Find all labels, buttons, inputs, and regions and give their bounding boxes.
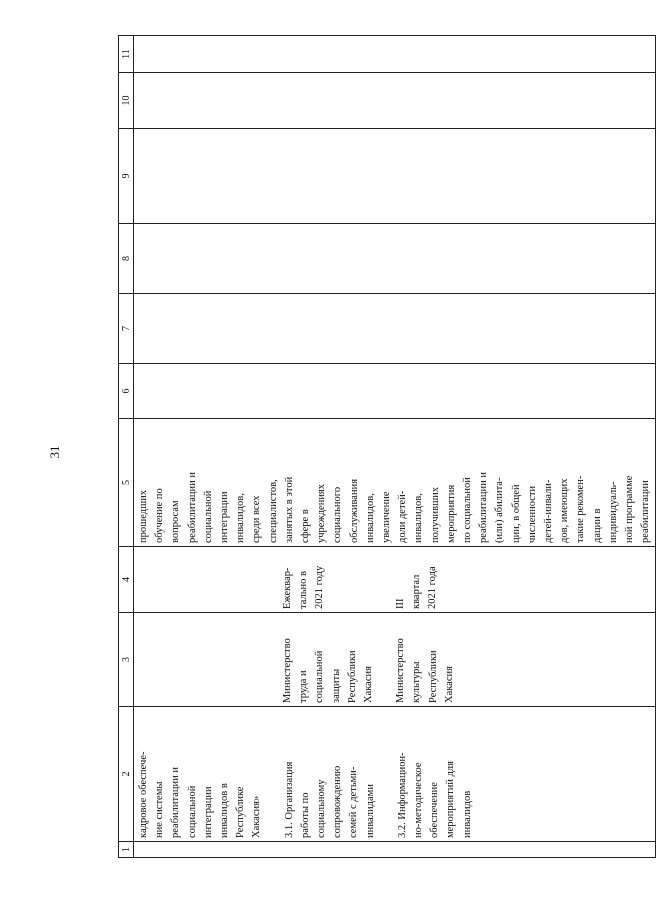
cell-line: обслуживания xyxy=(348,478,360,543)
cell-line: инвалидов в xyxy=(219,783,231,838)
column-number-11: 11 xyxy=(119,36,134,73)
cell-line: инвалидов, xyxy=(235,493,247,543)
cell-line: Республики xyxy=(346,650,358,703)
cell-line: реабилитации и xyxy=(186,472,198,543)
cell-line: интеграции xyxy=(219,491,231,543)
cell-line: такие рекомен- xyxy=(575,475,587,543)
cell-line: получивших xyxy=(429,486,441,543)
cell-line: защиты xyxy=(330,668,342,703)
cell-col9 xyxy=(134,129,656,224)
cell-line: 2021 году xyxy=(314,565,326,609)
cell-line: учреждениях xyxy=(316,483,328,543)
cell-line: инвалидов, xyxy=(413,493,425,543)
cell-line: ной программе xyxy=(624,475,636,543)
page-number: 31 xyxy=(47,445,62,459)
cell-line: социальной xyxy=(186,785,198,838)
cell-line: Министерство xyxy=(282,638,293,703)
cell-line: инвалидами xyxy=(364,784,376,838)
cell-line: работы по xyxy=(299,792,311,838)
cell-line: прошедших xyxy=(138,489,149,543)
column-number-3: 3 xyxy=(119,613,134,707)
cell-line: увеличение xyxy=(381,491,393,543)
column-number-9: 9 xyxy=(119,129,134,224)
cell-col3 xyxy=(134,613,656,707)
column-number-8: 8 xyxy=(119,224,134,294)
cell-line: но-методическое xyxy=(413,762,425,838)
cell-line: квартал xyxy=(410,574,422,609)
column-number-row xyxy=(119,36,134,858)
cell-line: реабилитации и xyxy=(478,472,490,543)
cell-col6 xyxy=(134,364,656,419)
cell-line: 2021 года xyxy=(427,566,439,609)
rotated-table xyxy=(118,36,652,858)
cell-line: специалистов, xyxy=(267,479,279,543)
cell-line: III xyxy=(394,598,406,609)
cell-line: занятых в этой xyxy=(283,476,295,543)
cell-line: Хакасия xyxy=(443,666,455,703)
table-row xyxy=(134,36,656,858)
cell-line: инвалидов, xyxy=(364,493,376,543)
cell-line: Министерство xyxy=(395,638,407,703)
cell-line: дов, имеющих xyxy=(559,478,571,543)
cell-col10 xyxy=(134,73,656,129)
column-number-10: 10 xyxy=(119,73,134,129)
cell-line: среди всех xyxy=(251,495,263,543)
cell-line: доли детей- xyxy=(397,490,409,543)
cell-line: культуры xyxy=(411,661,423,703)
cell-line: реабилитации xyxy=(640,480,652,543)
cell-line: вопросам xyxy=(170,500,182,543)
cell-line: ние системы xyxy=(154,781,166,838)
cell-line: сопровождению xyxy=(332,765,344,838)
cell-line: интеграции xyxy=(202,786,214,838)
cell-line: Республике xyxy=(235,786,247,838)
cell-line: (или) абилита- xyxy=(494,477,506,543)
cell-col7 xyxy=(134,294,656,364)
cell-line: ции, в общей xyxy=(510,484,522,543)
cell-line: социальному xyxy=(316,779,328,838)
cell-line: сфере в xyxy=(300,509,312,543)
cell-line: обучение по xyxy=(154,488,166,543)
cell-col8 xyxy=(134,224,656,294)
column-number-1: 1 xyxy=(119,842,134,858)
cell-col4 xyxy=(134,547,656,613)
cell-line: мероприятий для xyxy=(445,761,457,838)
cell-col11 xyxy=(134,36,656,73)
cell-line: 3.1. Организация xyxy=(283,761,295,838)
cell-line: Хакасия» xyxy=(251,795,263,838)
cell-line: инвалидов xyxy=(461,790,473,838)
cell-line: по социальной xyxy=(462,477,474,543)
cell-line: мероприятия xyxy=(445,484,457,543)
cell-line: 3.2. Информацион- xyxy=(396,752,408,838)
cell-line: реабилитации и xyxy=(170,767,182,838)
cell-col5 xyxy=(134,419,656,547)
cell-line: социальной xyxy=(314,650,326,703)
cell-col1 xyxy=(134,842,656,858)
cell-line: индивидуаль- xyxy=(607,481,619,543)
cell-line: Ежеквар- xyxy=(282,567,293,609)
cell-line: Республики xyxy=(427,650,439,703)
cell-line: детей-инвали- xyxy=(543,479,555,543)
cell-line: социальной xyxy=(202,490,214,543)
cell-line: социального xyxy=(332,486,344,543)
cell-line: семей с детьми- xyxy=(348,766,360,838)
column-number-5: 5 xyxy=(119,419,134,547)
cell-line: обеспечение xyxy=(429,782,441,838)
cell-line: Хакасия xyxy=(363,666,375,703)
cell-line: кадровое обеспече- xyxy=(138,751,149,838)
cell-line: труда и xyxy=(298,670,310,703)
column-number-2: 2 xyxy=(119,707,134,842)
cell-line: тально в xyxy=(298,571,310,609)
cell-line: дации в xyxy=(591,508,603,543)
cell-col2 xyxy=(134,707,656,842)
column-number-7: 7 xyxy=(119,294,134,364)
column-number-6: 6 xyxy=(119,364,134,419)
cell-line: численности xyxy=(526,485,538,543)
column-number-4: 4 xyxy=(119,547,134,613)
measures-table xyxy=(118,35,656,858)
